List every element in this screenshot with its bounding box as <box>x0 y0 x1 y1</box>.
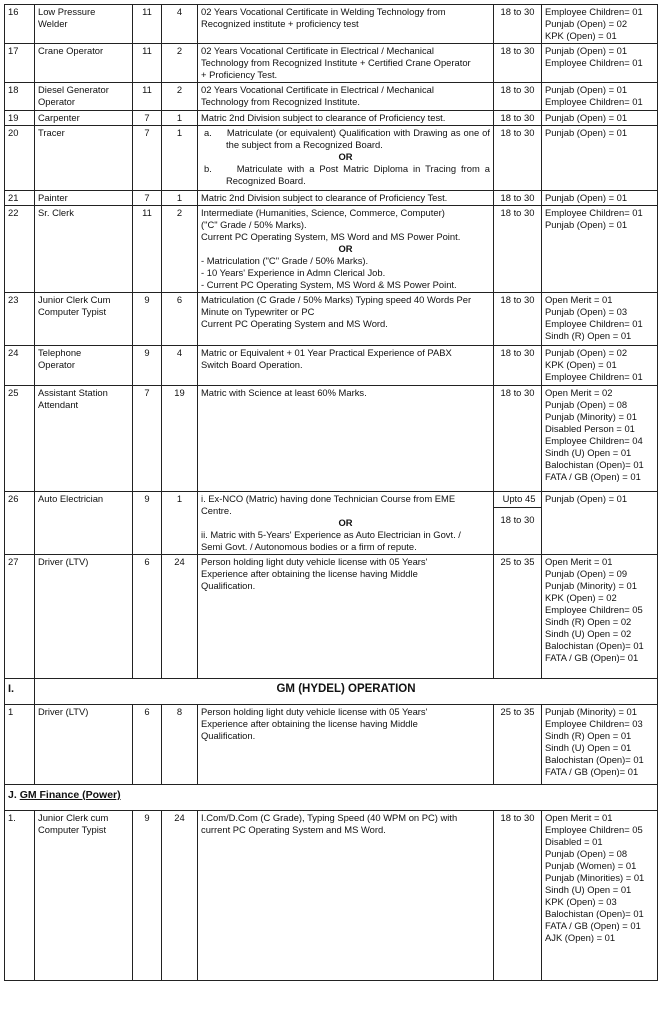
quota-line: Punjab (Minority) = 01 <box>545 580 637 591</box>
row-number: 17 <box>8 45 19 56</box>
option-text: Matriculate (or equivalent) Qualification with Drawing as one of the subject from a Recognized Board. <box>226 127 490 150</box>
post-name-line: Operator <box>38 96 75 107</box>
post-name-line: Painter <box>38 192 68 203</box>
quota-line: Balochistan (Open)= 01 <box>545 459 644 470</box>
quota-line: AJK (Open) = 01 <box>545 932 616 943</box>
seats-value: 24 <box>174 556 185 567</box>
qualification-line: i. Ex-NCO (Matric) having done Technician Course from EME <box>201 493 456 504</box>
quota-cell <box>542 5 658 44</box>
table-row <box>5 492 658 555</box>
age-limit-second: 18 to 30 <box>500 514 535 525</box>
quota-line: Punjab (Minority) = 01 <box>545 411 637 422</box>
or-separator: OR <box>338 151 353 162</box>
seats-cell <box>162 111 198 126</box>
section-header-row <box>5 785 658 811</box>
qualification-line: Person holding light duty vehicle license with 05 Years' <box>201 706 428 717</box>
post-name-line: Tracer <box>38 127 65 138</box>
seats-value: 8 <box>176 706 183 717</box>
row-number: 1 <box>8 706 14 717</box>
row-number-cell <box>5 705 35 785</box>
qualification-cell <box>198 83 494 111</box>
quota-line: Employee Children= 03 <box>545 718 643 729</box>
quota-cell <box>542 126 658 191</box>
post-name-cell <box>35 293 133 346</box>
qualification-line: Person holding light duty vehicle license with 05 Years' <box>201 556 428 567</box>
qualification-line: Centre. <box>201 505 232 516</box>
seats-value: 4 <box>176 347 183 358</box>
quota-line: Employee Children= 01 <box>545 318 643 329</box>
quota-line: Open Merit = 02 <box>545 387 613 398</box>
quota-line: Disabled Person = 01 <box>545 423 635 434</box>
age-limit: 18 to 30 <box>500 6 535 17</box>
qualification-option-a <box>201 127 490 151</box>
row-number-cell <box>5 111 35 126</box>
quota-line: Employee Children= 01 <box>545 371 643 382</box>
qualification-line: Technology from Recognized Institute. <box>201 96 360 107</box>
row-number-cell <box>5 191 35 206</box>
age-cell <box>494 44 542 83</box>
post-name-line: Computer Typist <box>38 824 107 835</box>
age-cell <box>494 111 542 126</box>
bps-cell <box>133 5 162 44</box>
qualification-line: - 10 Years' Experience in Admn Clerical Job. <box>201 267 386 278</box>
quota-line: Employee Children= 01 <box>545 57 643 68</box>
quota-cell <box>542 83 658 111</box>
table-row <box>5 555 658 679</box>
age-limit: 18 to 30 <box>500 812 535 823</box>
qualification-cell <box>198 191 494 206</box>
qualification-option-b <box>201 163 490 187</box>
seats-cell <box>162 206 198 293</box>
age-limit: 25 to 35 <box>500 706 535 717</box>
qualification-line: Matriculation (C Grade / 50% Marks) Typing speed 40 Words Per <box>201 294 472 305</box>
quota-line: Punjab (Open) = 01 <box>545 84 628 95</box>
quota-line: Employee Children= 05 <box>545 604 643 615</box>
row-number-cell <box>5 83 35 111</box>
qualification-cell <box>198 126 494 191</box>
seats-value: 1 <box>176 127 183 138</box>
seats-cell <box>162 5 198 44</box>
section-title: GM (HYDEL) OPERATION <box>276 683 416 695</box>
post-name-cell <box>35 44 133 83</box>
table-row <box>5 191 658 206</box>
age-limit: 18 to 30 <box>500 294 535 305</box>
bps-value: 7 <box>144 112 150 123</box>
bps-cell <box>133 83 162 111</box>
quota-line: Punjab (Open) = 01 <box>545 219 628 230</box>
post-name-line: Attendant <box>38 399 79 410</box>
section-number-cell <box>5 679 35 705</box>
qualification-cell <box>198 492 494 555</box>
table-row <box>5 83 658 111</box>
seats-value: 6 <box>176 294 183 305</box>
qualification-line: Experience after obtaining the license having Middle <box>201 568 418 579</box>
quota-line: KPK (Open) = 01 <box>545 359 617 370</box>
seats-value: 4 <box>176 6 183 17</box>
row-number: 22 <box>8 207 19 218</box>
age-limit-first: Upto 45 <box>494 493 541 508</box>
post-name-line: Driver (LTV) <box>38 706 89 717</box>
row-number-cell <box>5 44 35 83</box>
quota-cell <box>542 111 658 126</box>
quota-line: Punjab (Open) = 01 <box>545 45 628 56</box>
or-separator: OR <box>338 517 353 528</box>
quota-line: Punjab (Open) = 01 <box>545 493 628 504</box>
qualification-cell <box>198 206 494 293</box>
quota-line: Punjab (Open) = 08 <box>545 848 628 859</box>
qualification-line: Current PC Operating System and MS Word. <box>201 318 388 329</box>
age-limit: 18 to 30 <box>500 347 535 358</box>
qualification-line: Experience after obtaining the license having Middle <box>201 718 418 729</box>
post-name-cell <box>35 111 133 126</box>
qualification-line: Matric with Science at least 60% Marks. <box>201 387 367 398</box>
post-name-cell <box>35 555 133 679</box>
age-cell <box>494 126 542 191</box>
qualification-cell <box>198 44 494 83</box>
row-number-cell <box>5 206 35 293</box>
post-name-line: Junior Clerk Cum <box>38 294 111 305</box>
qualification-line: Qualification. <box>201 730 256 741</box>
quota-cell <box>542 346 658 386</box>
quota-cell <box>542 44 658 83</box>
bps-value: 7 <box>144 387 150 398</box>
quota-line: Punjab (Women) = 01 <box>545 860 637 871</box>
post-name-line: Junior Clerk cum <box>38 812 109 823</box>
age-limit: 18 to 30 <box>500 127 535 138</box>
bps-value: 11 <box>142 45 152 56</box>
seats-cell <box>162 346 198 386</box>
quota-line: Punjab (Open) = 01 <box>545 112 628 123</box>
qualification-line: Minute on Typewriter or PC <box>201 306 315 317</box>
post-name-cell <box>35 346 133 386</box>
post-name-line: Operator <box>38 359 75 370</box>
seats-value: 2 <box>176 45 183 56</box>
qualification-line: - Current PC Operating System, MS Word & MS Power Point. <box>201 279 457 290</box>
qualification-line: Semi Govt. / Autonomous bodies or a firm of repute. <box>201 541 417 552</box>
qualification-line: Recognized institute + proficiency test <box>201 18 359 29</box>
seats-cell <box>162 126 198 191</box>
age-cell <box>494 206 542 293</box>
row-number-cell <box>5 386 35 492</box>
seats-cell <box>162 386 198 492</box>
qualification-cell <box>198 293 494 346</box>
quota-line: Open Merit = 01 <box>545 812 613 823</box>
qualification-line: Intermediate (Humanities, Science, Commerce, Computer) <box>201 207 445 218</box>
seats-value: 1 <box>176 493 183 504</box>
seats-cell <box>162 83 198 111</box>
qualification-line: 02 Years Vocational Certificate in Welding Technology from <box>201 6 446 17</box>
quota-line: Disabled = 01 <box>545 836 603 847</box>
quota-line: Balochistan (Open)= 01 <box>545 908 644 919</box>
seats-cell <box>162 293 198 346</box>
post-name-line: Diesel Generator <box>38 84 109 95</box>
age-cell <box>494 5 542 44</box>
post-name-line: Carpenter <box>38 112 80 123</box>
post-name-cell <box>35 206 133 293</box>
table-row <box>5 206 658 293</box>
age-cell <box>494 191 542 206</box>
quota-line: Punjab (Open) = 01 <box>545 127 628 138</box>
row-number: 26 <box>8 493 19 504</box>
qualification-line: Current PC Operating System, MS Word and MS Power Point. <box>201 231 461 242</box>
bps-cell <box>133 346 162 386</box>
row-number: 19 <box>8 112 19 123</box>
seats-value: 1 <box>176 192 183 203</box>
post-name-line: Sr. Clerk <box>38 207 74 218</box>
quota-line: Punjab (Open) = 02 <box>545 18 628 29</box>
post-name-cell <box>35 705 133 785</box>
age-limit: 18 to 30 <box>500 207 535 218</box>
row-number-cell <box>5 555 35 679</box>
quota-cell <box>542 191 658 206</box>
table-row <box>5 705 658 785</box>
age-limit: 18 to 30 <box>500 192 535 203</box>
quota-line: Sindh (U) Open = 01 <box>545 884 632 895</box>
quota-cell <box>542 206 658 293</box>
or-separator: OR <box>338 243 353 254</box>
bps-value: 9 <box>144 347 150 358</box>
post-name-cell <box>35 492 133 555</box>
quota-line: Sindh (R) Open = 01 <box>545 730 632 741</box>
quota-line: FATA / GB (Open) = 01 <box>545 471 641 482</box>
quota-line: Sindh (R) Open = 01 <box>545 330 632 341</box>
quota-cell <box>542 555 658 679</box>
qualification-line: + Proficiency Test. <box>201 69 278 80</box>
section-title-cell <box>5 785 658 811</box>
post-name-line: Driver (LTV) <box>38 556 89 567</box>
age-limit: 18 to 30 <box>500 112 535 123</box>
age-cell <box>494 705 542 785</box>
post-name-cell <box>35 386 133 492</box>
qualification-cell <box>198 346 494 386</box>
qualification-line: Matric 2nd Division subject to clearance of Proficiency test. <box>201 112 446 123</box>
quota-line: Sindh (R) Open = 02 <box>545 616 632 627</box>
post-name-line: Auto Electrician <box>38 493 104 504</box>
post-name-line: Welder <box>38 18 68 29</box>
table-row <box>5 293 658 346</box>
age-limit: 25 to 35 <box>500 556 535 567</box>
jobs-table-body <box>5 5 658 981</box>
qualification-cell <box>198 5 494 44</box>
bps-cell <box>133 206 162 293</box>
bps-value: 9 <box>144 812 150 823</box>
quota-line: FATA / GB (Open)= 01 <box>545 652 639 663</box>
bps-cell <box>133 492 162 555</box>
post-name-line: Crane Operator <box>38 45 104 56</box>
post-name-cell <box>35 83 133 111</box>
qualification-cell <box>198 111 494 126</box>
bps-value: 6 <box>144 706 150 717</box>
quota-cell <box>542 811 658 981</box>
age-cell <box>494 555 542 679</box>
age-limit: 18 to 30 <box>500 84 535 95</box>
row-number-cell <box>5 492 35 555</box>
seats-value: 2 <box>176 84 183 95</box>
quota-line: Sindh (U) Open = 01 <box>545 447 632 458</box>
qualification-line: 02 Years Vocational Certificate in Electrical / Mechanical <box>201 84 434 95</box>
quota-line: Punjab (Open) = 08 <box>545 399 628 410</box>
quota-line: KPK (Open) = 03 <box>545 896 617 907</box>
bps-cell <box>133 293 162 346</box>
quota-cell <box>542 492 658 555</box>
post-name-line: Computer Typist <box>38 306 107 317</box>
seats-value: 1 <box>176 112 183 123</box>
qualification-line: I.Com/D.Com (C Grade), Typing Speed (40 WPM on PC) with <box>201 812 458 823</box>
quota-line: Balochistan (Open)= 01 <box>545 640 644 651</box>
table-row <box>5 126 658 191</box>
qualification-line: current PC Operating System and MS Word. <box>201 824 386 835</box>
option-label: a. <box>204 127 212 138</box>
section-header-row <box>5 679 658 705</box>
seats-cell <box>162 492 198 555</box>
bps-value: 9 <box>144 493 150 504</box>
quota-line: Punjab (Open) = 09 <box>545 568 628 579</box>
quota-cell <box>542 386 658 492</box>
post-name-cell <box>35 5 133 44</box>
qualification-line: Matric or Equivalent + 01 Year Practical Experience of PABX <box>201 347 452 358</box>
table-row <box>5 811 658 981</box>
seats-cell <box>162 811 198 981</box>
bps-cell <box>133 555 162 679</box>
post-name-line: Assistant Station <box>38 387 108 398</box>
section-number: I. <box>8 683 15 695</box>
row-number-cell <box>5 126 35 191</box>
section-title: GM Finance (Power) <box>19 789 121 801</box>
seats-cell <box>162 44 198 83</box>
quota-line: Employee Children= 01 <box>545 207 643 218</box>
bps-cell <box>133 191 162 206</box>
age-cell <box>494 811 542 981</box>
table-row <box>5 346 658 386</box>
quota-line: Punjab (Minorities) = 01 <box>545 872 645 883</box>
age-cell <box>494 492 542 555</box>
quota-line: Balochistan (Open)= 01 <box>545 754 644 765</box>
post-name-cell <box>35 191 133 206</box>
bps-cell <box>133 386 162 492</box>
qualification-cell <box>198 555 494 679</box>
row-number: 23 <box>8 294 19 305</box>
row-number: 16 <box>8 6 19 17</box>
seats-cell <box>162 705 198 785</box>
table-row <box>5 44 658 83</box>
qualification-line: Matric 2nd Division subject to clearance of Proficiency Test. <box>201 192 448 203</box>
qualification-line: Switch Board Operation. <box>201 359 303 370</box>
qualification-line: - Matriculation ("C" Grade / 50% Marks). <box>201 255 369 266</box>
bps-cell <box>133 705 162 785</box>
bps-value: 9 <box>144 294 150 305</box>
post-name-cell <box>35 811 133 981</box>
quota-line: Open Merit = 01 <box>545 556 613 567</box>
quota-line: FATA / GB (Open) = 01 <box>545 920 641 931</box>
bps-cell <box>133 811 162 981</box>
qualification-cell <box>198 811 494 981</box>
bps-value: 11 <box>142 84 152 95</box>
quota-line: Punjab (Open) = 01 <box>545 192 628 203</box>
bps-cell <box>133 44 162 83</box>
age-limit: 18 to 30 <box>500 45 535 56</box>
row-number: 24 <box>8 347 19 358</box>
age-cell <box>494 386 542 492</box>
quota-line: Punjab (Open) = 02 <box>545 347 628 358</box>
qualification-line: Technology from Recognized Institute + Certified Crane Operator <box>201 57 471 68</box>
quota-cell <box>542 705 658 785</box>
quota-line: Open Merit = 01 <box>545 294 613 305</box>
jobs-table <box>4 4 658 981</box>
quota-line: Employee Children= 05 <box>545 824 643 835</box>
age-cell <box>494 346 542 386</box>
age-limit: 18 to 30 <box>500 387 535 398</box>
post-name-cell <box>35 126 133 191</box>
row-number: 27 <box>8 556 19 567</box>
bps-value: 7 <box>144 127 150 138</box>
qualification-line: ii. Matric with 5-Years' Experience as Auto Electrician in Govt. / <box>201 529 461 540</box>
quota-line: Employee Children= 01 <box>545 6 643 17</box>
quota-line: Punjab (Minority) = 01 <box>545 706 637 717</box>
row-number-cell <box>5 5 35 44</box>
row-number: 20 <box>8 127 19 138</box>
row-number-cell <box>5 346 35 386</box>
quota-cell <box>542 293 658 346</box>
table-row <box>5 386 658 492</box>
section-prefix: J. <box>8 789 17 801</box>
row-number: 1. <box>8 812 16 823</box>
bps-value: 11 <box>142 207 152 218</box>
option-text: Matriculate with a Post Matric Diploma in Tracing from a Recognized Board. <box>226 163 490 186</box>
qualification-cell <box>198 705 494 785</box>
quota-line: KPK (Open) = 01 <box>545 30 617 41</box>
row-number-cell <box>5 293 35 346</box>
qualification-line: Qualification. <box>201 580 256 591</box>
bps-value: 7 <box>144 192 150 203</box>
section-title-cell <box>35 679 658 705</box>
row-number-cell <box>5 811 35 981</box>
row-number: 21 <box>8 192 19 203</box>
age-cell <box>494 293 542 346</box>
quota-line: FATA / GB (Open)= 01 <box>545 766 639 777</box>
row-number: 25 <box>8 387 19 398</box>
seats-cell <box>162 555 198 679</box>
seats-value: 2 <box>176 207 183 218</box>
seats-value: 19 <box>174 387 185 398</box>
qualification-cell <box>198 386 494 492</box>
age-cell <box>494 83 542 111</box>
quota-line: Employee Children= 04 <box>545 435 643 446</box>
bps-cell <box>133 126 162 191</box>
qualification-line: 02 Years Vocational Certificate in Electrical / Mechanical <box>201 45 434 56</box>
qualification-line: ("C" Grade / 50% Marks). <box>201 219 307 230</box>
quota-line: Employee Children= 01 <box>545 96 643 107</box>
quota-line: KPK (Open) = 02 <box>545 592 617 603</box>
table-row <box>5 111 658 126</box>
bps-value: 6 <box>144 556 150 567</box>
quota-line: Sindh (U) Open = 02 <box>545 628 632 639</box>
quota-line: Sindh (U) Open = 01 <box>545 742 632 753</box>
post-name-line: Telephone <box>38 347 82 358</box>
table-row <box>5 5 658 44</box>
seats-value: 24 <box>174 812 185 823</box>
bps-cell <box>133 111 162 126</box>
option-label: b. <box>204 163 212 174</box>
post-name-line: Low Pressure <box>38 6 96 17</box>
seats-cell <box>162 191 198 206</box>
quota-line: Punjab (Open) = 03 <box>545 306 628 317</box>
row-number: 18 <box>8 84 19 95</box>
bps-value: 11 <box>142 6 152 17</box>
